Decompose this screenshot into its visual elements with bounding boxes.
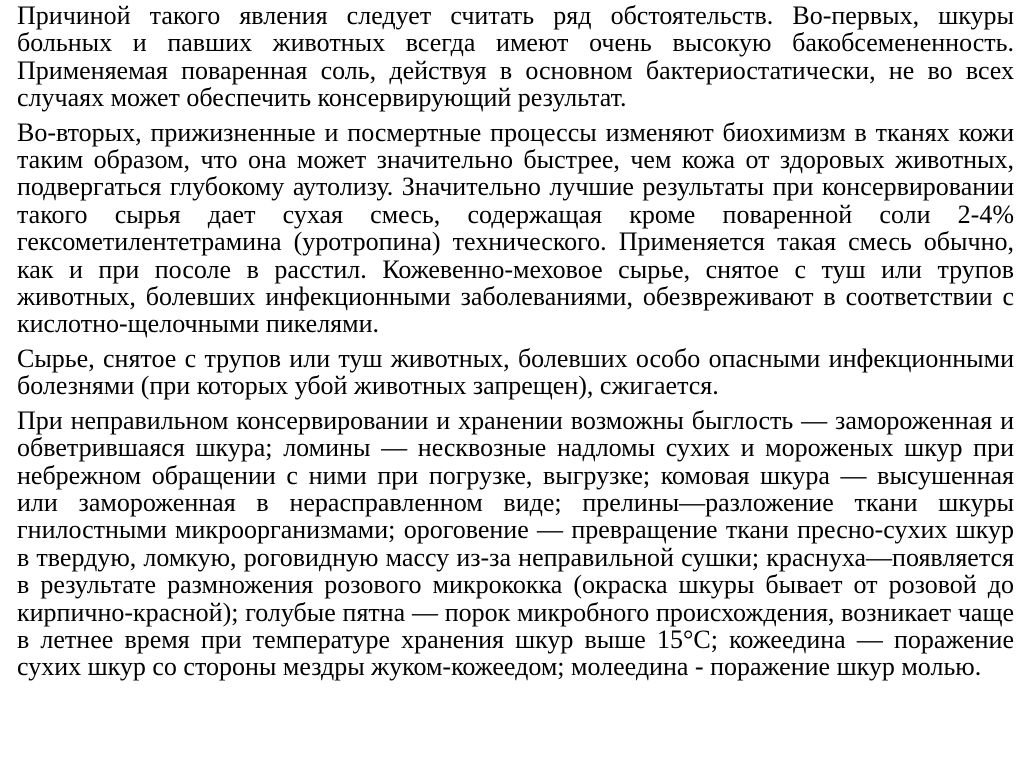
- document-page: [17, 2, 1014, 688]
- paragraph-secondly: Во-вторых, прижизненные и посмертные процессы изменяют биохимизм в тканях кожи таким образом, что она может значительно быстрее, чем кожа от здоровых животных, подвергаться глубокому аутолизу. Значительно лучшие результаты при консервировании такого сырья дает сухая смесь, содержащая кроме поваренной соли 2-4% гексометилентетрамина (уротропина) технического. Применяется такая смесь обычно, как и при посоле в расстил. Кожевенно-меховое сырье, снятое с туш или трупов животных, болевших инфекционными заболеваниями, обезвреживают в соответствии с кислотно-щелочными пикелями.: [17, 117, 1014, 339]
- paragraph-causes: Причиной такого явления следует считать ряд обстоятельств. Во-первых, шкуры больных и павших животных всегда имеют очень высокую бакобсемененность. Применяемая поваренная соль, действуя в основном бактериостатически, не во всех случаях может обеспечить консервирующий результат.: [17, 1, 1014, 113]
- paragraph-defects: При неправильном консервировании и хранении возможны быглость — замороженная и обветрившаяся шкура; ломины — несквозные надломы сухих и мороженых шкур при небрежном обращении с ними при погрузке, выгрузке; комовая шкура — высушенная или замороженная в нерасправленном виде; прелины—разложение ткани шкуры гнилостными микроорганизмами; ороговение — превращение ткани пресно-сухих шкур в твердую, ломкую, роговидную массу из-за неправильной сушки; краснуха—появляется в результате размножения розового микрококка (окраска шкуры бывает от розовой до кирпично-красной); голубые пятна — порок микробного происхождения, возникает чаще в летнее время при температуре хранения шкур выше 15°C; кожеедина — поражение сухих шкур со стороны мездры жуком-кожеедом; молеедина - поражение шкур молью.: [17, 405, 1014, 682]
- paragraph-incineration: Сырье, снятое с трупов или туш животных, болевших особо опасными инфекционными болезнями (при которых убой животных запрещен), сжигается.: [17, 343, 1014, 401]
